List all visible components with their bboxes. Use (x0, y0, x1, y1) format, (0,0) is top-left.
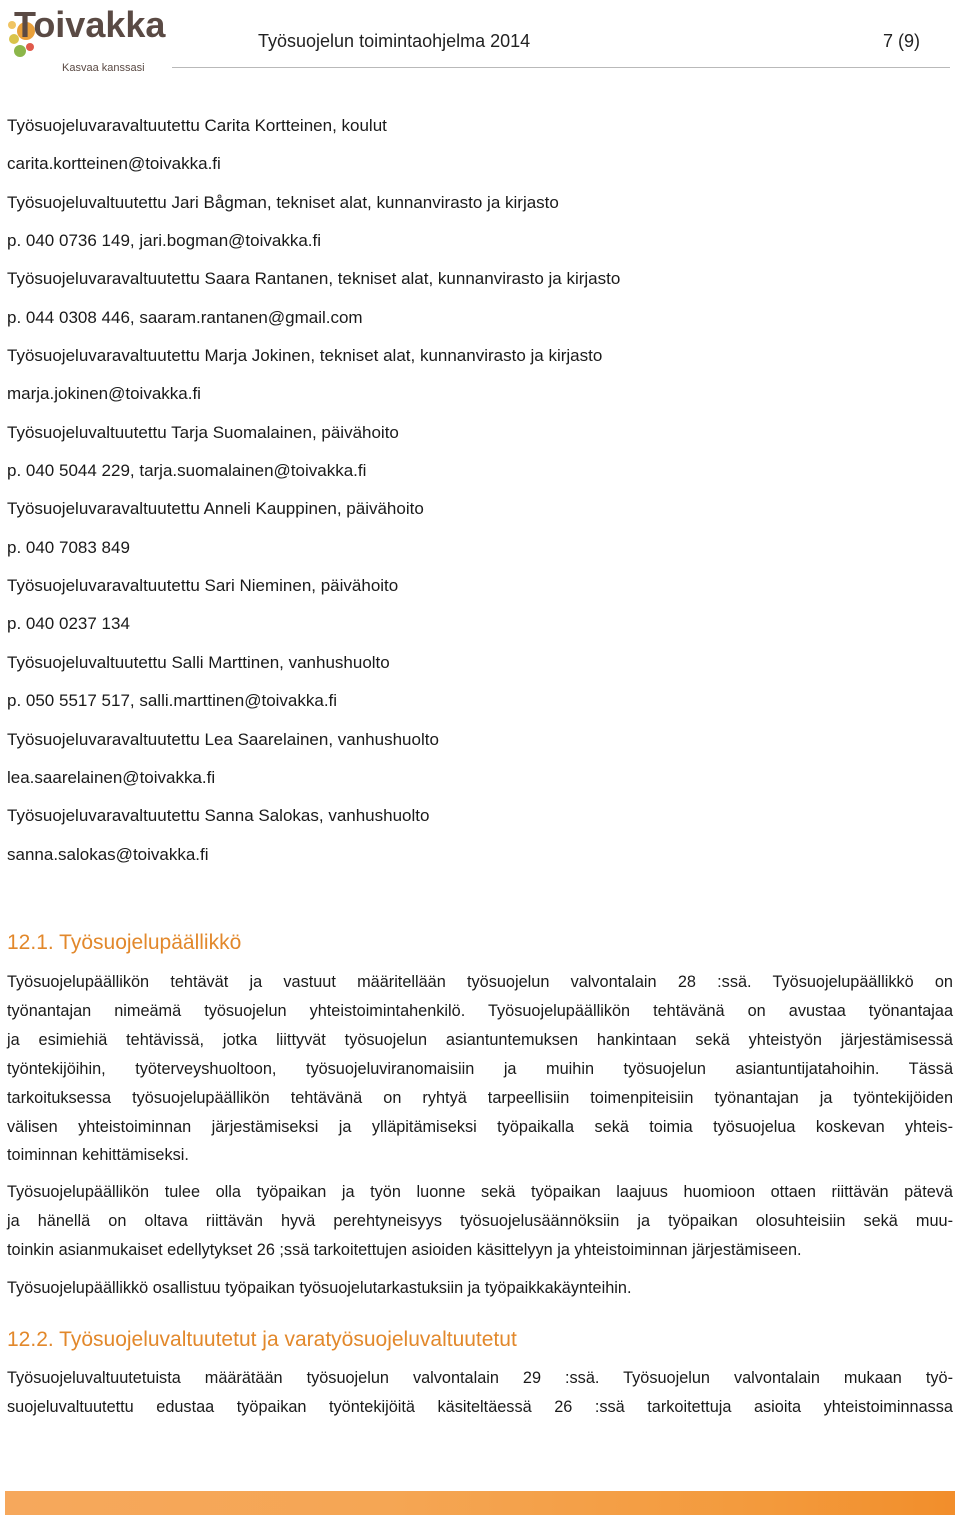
contact-line: Työsuojeluvaravaltuutettu Marja Jokinen, tekniset alat, kunnanvirasto ja kirjasto (7, 346, 603, 366)
toivakka-logo (6, 3, 166, 77)
paragraph-line: välisen yhteistoiminnan järjestämiseksi ja ylläpitämiseksi työpaikalla sekä toimia työsuojelua koskevan yhteis- (7, 1117, 953, 1136)
contact-line: Työsuojeluvaravaltuutettu Carita Kortteinen, koulut (7, 116, 387, 135)
contact-line: p. 044 0308 446, saaram.rantanen@gmail.com (7, 307, 363, 327)
paragraph-line: ja hänellä on oltava riittävän hyvä perehtyneisyys työsuojelusäännöksiin ja työpaikan olosuhteisiin sekä muu- (7, 1211, 953, 1230)
contact-line: p. 040 0237 134 (7, 614, 130, 634)
paragraph-line: Työsuojelupäällikön tulee olla työpaikan ja työn luonne sekä työpaikan laajuus huomioon ottaen riittävän pätevä (7, 1183, 953, 1201)
contact-line: carita.kortteinen@toivakka.fi (7, 154, 221, 174)
contact-line: Työsuojeluvaltuutettu Tarja Suomalainen, päivähoito (7, 422, 399, 442)
contact-line: Työsuojeluvaravaltuutettu Anneli Kauppinen, päivähoito (7, 499, 424, 519)
paragraph-line: suojeluvaltuutettu edustaa työpaikan työntekijöitä käsiteltäessä 26 :ssä tarkoitettuja asioita yhteistoiminnassa (7, 1397, 953, 1416)
contact-line: p. 040 0736 149, jari.bogman@toivakka.fi (7, 231, 322, 251)
contact-line: Työsuojeluvaravaltuutettu Lea Saarelainen, vanhushuolto (7, 729, 439, 749)
section-heading: 12.1. Työsuojelupäällikkö (7, 931, 242, 954)
section-paragraph (7, 968, 953, 1170)
contact-list (7, 113, 947, 880)
contact-line: Työsuojeluvaravaltuutettu Saara Rantanen, tekniset alat, kunnanvirasto ja kirjasto (7, 269, 621, 289)
contact-line: p. 050 5517 517, salli.marttinen@toivakka.fi (7, 691, 338, 711)
paragraph-line: Työsuojelupäällikön tehtävät ja vastuut määritellään työsuojelun valvontalain 28 :ssä. Työsuojelupäällikkö on (7, 973, 953, 991)
contact-line: marja.jokinen@toivakka.fi (7, 384, 201, 404)
section-heading: 12.2. Työsuojeluvaltuutetut ja varatyösuojeluvaltuutetut (7, 1328, 517, 1351)
paragraph-line: työntekijöihin, työterveyshuoltoon, työsuojeluviranomaisiin ja muihin työsuojelun asiantuntijatahoihin. Tässä (7, 1059, 953, 1078)
paragraph-line: ja esimiehiä tehtävissä, jotka liittyvät työsuojelun asiantuntemuksen hankintaan sekä yhteistyön järjestämisessä (7, 1030, 953, 1049)
contact-line: sanna.salokas@toivakka.fi (7, 844, 209, 864)
contact-line: lea.saarelainen@toivakka.fi (7, 767, 216, 787)
svg-text:Kasvaa kanssasi: Kasvaa kanssasi (62, 62, 145, 74)
document-title: Työsuojelun toimintaohjelma 2014 (258, 31, 531, 51)
svg-text:Toivakka: Toivakka (14, 4, 166, 45)
paragraph-line: toiminnan kehittämiseksi. (7, 1146, 189, 1165)
section-paragraph (7, 1178, 953, 1265)
paragraph-line: työnantajan nimeämä työsuojelun yhteistoimintahenkilö. Työsuojelupäällikön tehtävänä on avustaa työnantajaa (7, 1001, 953, 1020)
page-number: 7 (9) (883, 31, 921, 51)
contact-line: Työsuojeluvaltuutettu Jari Bågman, tekniset alat, kunnanvirasto ja kirjasto (7, 192, 559, 212)
contact-line: Työsuojeluvaltuutettu Salli Marttinen, vanhushuolto (7, 652, 390, 672)
footer-bar (5, 1491, 955, 1515)
paragraph-line: toinkin asianmukaiset edellytykset 26 ;ssä tarkoitettujen asioiden käsittelyyn ja yhteistoiminnan järjestämiseen. (7, 1240, 802, 1259)
contact-line: p. 040 5044 229, tarja.suomalainen@toivakka.fi (7, 461, 367, 481)
contact-line: p. 040 7083 849 (7, 537, 130, 557)
paragraph-line: Työsuojelupäällikkö osallistuu työpaikan työsuojelutarkastuksiin ja työpaikkakäynteihin. (7, 1279, 632, 1297)
paragraph-line: Työsuojeluvaltuutetuista määrätään työsuojelun valvontalain 29 :ssä. Työsuojelun valvontalain mukaan työ- (7, 1369, 953, 1387)
section-paragraph (7, 1364, 953, 1422)
contact-line: Työsuojeluvaravaltuutettu Sari Nieminen, päivähoito (7, 576, 399, 596)
page-header (0, 0, 960, 80)
paragraph-line: tarkoituksessa työsuojelupäällikön tehtävänä on ryhtyä tarpeellisiin toimenpiteisiin työnantajan ja työntekijöiden (7, 1088, 953, 1107)
section-paragraph (7, 1274, 953, 1303)
header-divider (172, 67, 950, 68)
contact-line: Työsuojeluvaravaltuutettu Sanna Salokas, vanhushuolto (7, 806, 430, 826)
